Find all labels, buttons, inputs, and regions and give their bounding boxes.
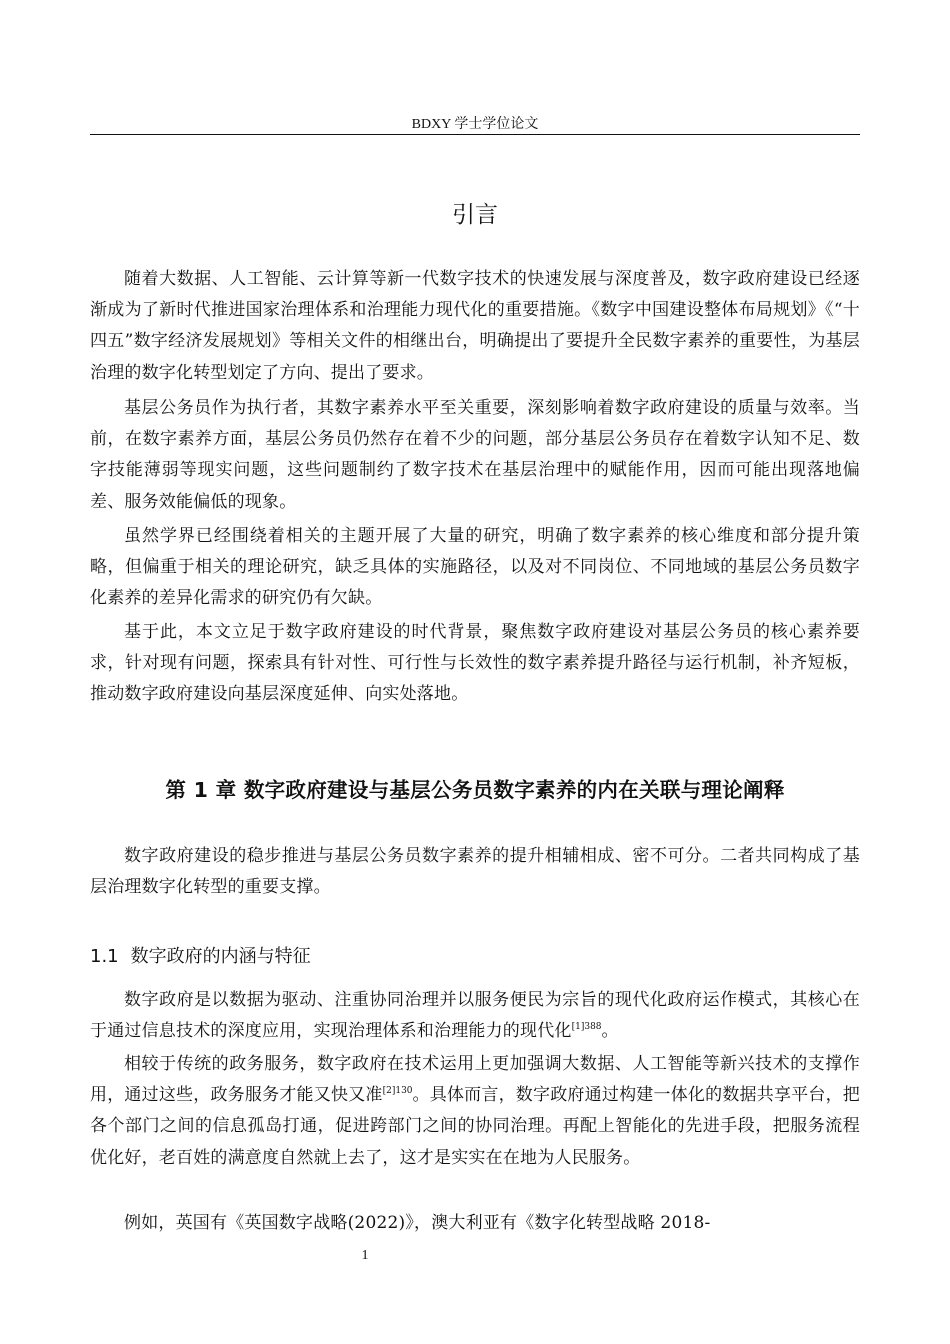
page-number: 1	[361, 1248, 369, 1263]
section-paragraph-1-end: 。	[601, 1021, 619, 1042]
running-header: BDXY 学士学位论文	[411, 117, 539, 132]
intro-title: 引言	[452, 202, 498, 228]
chapter-heading: 第 1 章 数字政府建设与基层公务员数字素养的内在关联与理论阐释	[165, 778, 785, 802]
intro-paragraph-2: 基层公务员作为执行者，其数字素养水平至关重要，深刻影响着数字政府建设的质量与效率。当前，在数字素养方面，基层公务员仍然存在着不少的问题，部分基层公务员存在着数字认知不足、数字技能薄弱等现实问题，这些问题制约了数字技术在基层治理中的赋能作用，因而可能出现落地偏差、服务效能偏低的现象。	[90, 398, 860, 512]
header-rule	[90, 134, 860, 135]
citation-ref-1: [1]388	[571, 1022, 602, 1033]
section-heading	[90, 944, 860, 970]
section-paragraph-2-text: 相较于传统的政务服务，数字政府在技术运用上更加强调大数据、人工智能等新兴技术的支撑作用，通过这些，政务服务才能又快又准	[90, 1054, 860, 1106]
intro-paragraph-3: 虽然学界已经围绕着相关的主题开展了大量的研究，明确了数字素养的核心维度和部分提升策略，但偏重于相关的理论研究，缺乏具体的实施路径，以及对不同岗位、不同地域的基层公务员数字化素养的差异化需求的研究仍有欠缺。	[90, 526, 860, 609]
intro-paragraph-4: 基于此，本文立足于数字政府建设的时代背景，聚焦数字政府建设对基层公务员的核心素养要求，针对现有问题，探索具有针对性、可行性与长效性的数字素养提升路径与运行机制，补齐短板，推动数字政府建设向基层深度延伸、向实处落地。	[90, 622, 860, 705]
citation-ref-2: [2]130	[382, 1086, 413, 1097]
section-paragraph-3: 例如，英国有《英国数字战略(2022)》，澳大利亚有《数字化转型战略 2018-	[124, 1213, 711, 1233]
section-paragraph-2-end: 。具体而言，数字政府通过构建一体化的数据共享平台，把各个部门之间的信息孤岛打通，促进跨部门之间的协同治理。再配上智能化的先进手段，把服务流程优化好，老百姓的满意度自然就上去了，这才是实实在在地为人民服务。	[90, 1085, 861, 1168]
section-paragraph-1	[90, 985, 860, 1047]
section-number: 1.1	[90, 946, 119, 967]
section-title: 数字政府的内涵与特征	[130, 946, 311, 967]
intro-paragraph-1: 随着大数据、人工智能、云计算等新一代数字技术的快速发展与深度普及，数字政府建设已经逐渐成为了新时代推进国家治理体系和治理能力现代化的重要措施。《数字中国建设整体布局规划》《“十四五”数字经济发展规划》等相关文件的相继出台，明确提出了要提升全民数字素养的重要性，为基层治理的数字化转型划定了方向、提出了要求。	[90, 269, 860, 383]
section-paragraph-1-text: 数字政府是以数据为驱动、注重协同治理并以服务便民为宗旨的现代化政府运作模式，其核心在于通过信息技术的深度应用，实现治理体系和治理能力的现代化	[90, 990, 860, 1042]
chapter-intro-paragraph: 数字政府建设的稳步推进与基层公务员数字素养的提升相辅相成、密不可分。二者共同构成了基层治理数字化转型的重要支撑。	[90, 846, 860, 898]
section-paragraph-2	[90, 1049, 860, 1174]
